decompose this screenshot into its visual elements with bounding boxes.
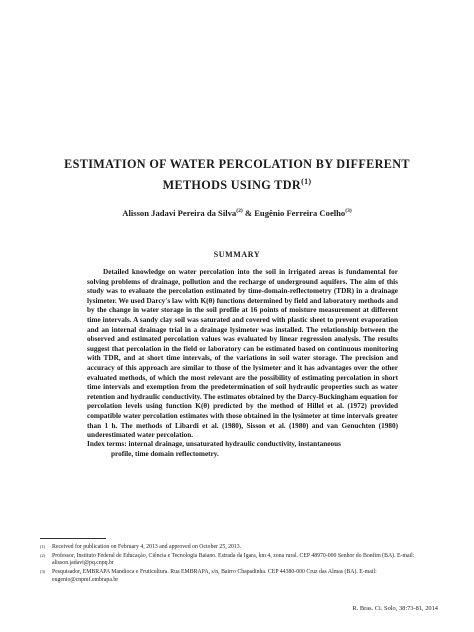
article-title-line-1 xyxy=(40,154,434,175)
author-line xyxy=(40,208,434,218)
footnote-3-mark: (3) xyxy=(40,569,46,575)
index-terms-line-2: profile, time domain reflectometry. xyxy=(111,449,219,458)
author-2-name: Eugênio Ferreira Coelho xyxy=(254,208,346,218)
index-terms xyxy=(87,440,398,459)
author-connector: & xyxy=(242,208,255,218)
footnote-3 xyxy=(40,569,440,584)
footnote-2-text: Professor, Instituto Federal de Educação, Ciência e Tecnologia Baiano. Estrada da Igara, km 4, zona rural. CEP 48970-000 Senhor do Bonfim (BA). E-mail: alisson.jadavi@pq.cnpq.br xyxy=(52,553,415,567)
footnote-1-text: Received for publication on February 4, 2013 and approved on October 25, 2013. xyxy=(52,544,242,550)
summary-paragraph: Detailed knowledge on water percolation into the soil in irrigated areas is fundamental for solving problems of drainage, pollution and the recharge of underground aquifers. The aim of this study was to evaluate the percolation estimated by time-domain-reflectometry (TDR) in a drainage lysimeter. We used Darcy's law with K(θ) functions determined by field and laboratory methods and by the change in water storage in the soil profile at 16 points of moisture measurement at different time intervals. A sandy clay soil was saturated and covered with plastic sheet to prevent evaporation and an internal drainage trial in a drainage lysimeter was installed. The relationship between the observed and estimated percolation values was evaluated by linear regression analysis. The results suggest that percolation in the field or laboratory can be estimated based on continuous monitoring with TDR, and at short time intervals, of the variations in soil water storage. The precision and accuracy of this approach are similar to those of the lysimeter and it has advantages over the other evaluated methods, of which the most relevant are the possibility of estimating percolation in short time intervals and exemption from the predetermination of soil hydraulic properties such as water retention and hydraulic conductivity. The estimates obtained by the Darcy-Buckingham equation for percolation levels using function K(θ) predicted by the method of Hillel et al. (1972) provided compatible water percolation estimates with those obtained in the lysimeter at time intervals greater than 1 h. The methods of Libardi et al. (1980), Sisson et al. (1980) and van Genuchten (1980) underestimated water percolation. xyxy=(87,268,398,440)
article-title-line-2 xyxy=(40,175,434,196)
footnote-divider xyxy=(40,538,106,539)
journal-citation-footer: R. Bras. Ci. Solo, 38:73-81, 2014 xyxy=(352,605,438,612)
index-terms-line-1: Index terms: internal drainage, unsaturated hydraulic conductivity, instantaneous xyxy=(87,440,341,448)
footnote-3-text: Pesquisador, EMBRAPA Mandioca e Fruticultura. Rua EMBRAPA, s/n, Bairro Chapadinha. CEP 44380-000 Cruz das Almas (BA). E-mail: eugenio@cnpmf.embrapa.br xyxy=(52,569,377,583)
author-1-name: Alisson Jadavi Pereira da Silva xyxy=(122,208,237,218)
author-1-mark: (2) xyxy=(236,208,243,215)
footnote-2 xyxy=(40,553,440,568)
author-2-mark: (3) xyxy=(345,208,352,215)
footnote-2-mark: (2) xyxy=(40,553,46,558)
footnotes xyxy=(40,544,440,586)
title-text-1: ESTIMATION OF WATER PERCOLATION BY DIFFERENT xyxy=(64,157,410,171)
footnote-1-mark: (1) xyxy=(40,544,46,549)
footnote-1 xyxy=(40,544,440,551)
summary-heading: SUMMARY xyxy=(213,250,261,259)
title-text-2: METHODS USING TDR xyxy=(162,178,302,192)
title-footnote-mark: (1) xyxy=(301,176,312,186)
